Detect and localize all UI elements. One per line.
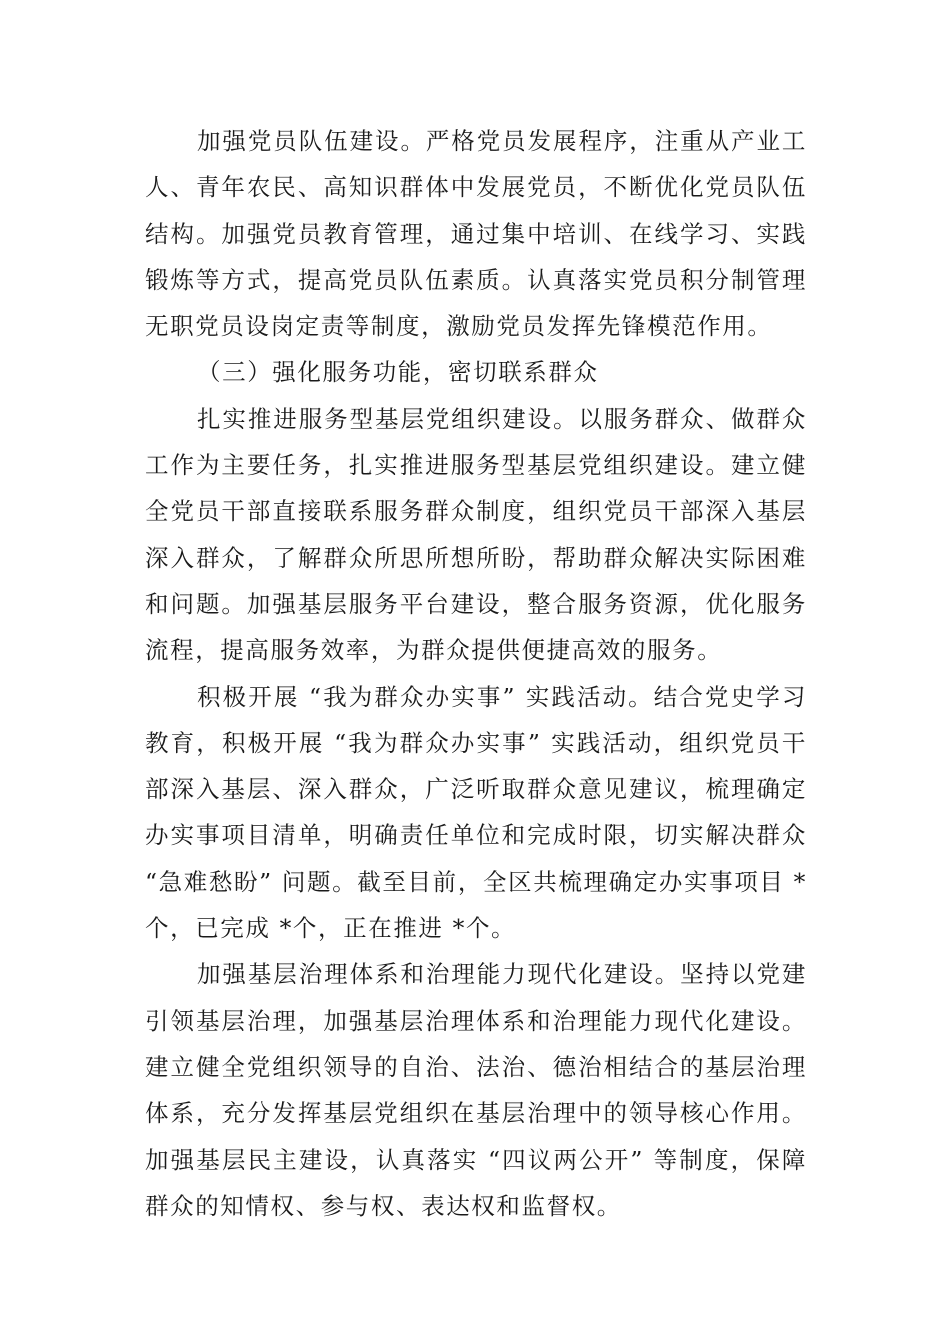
section-heading-3: （三）强化服务功能，密切联系群众 [197, 358, 599, 387]
paragraph-party-member-team: 加强党员队伍建设。严格党员发展程序，注重从产业工人、青年农民、高知识群体中发展党员，不断优化党员队伍结构。加强党员教育管理，通过集中培训、在线学习、实践锻炼等方式，提高党员队伍素质。认真落实党员积分制管理无职党员设岗定责等制度，激励党员发挥先锋模范作用。 [145, 127, 807, 341]
paragraph-service-organization: 扎实推进服务型基层党组织建设。以服务群众、做群众工作为主要任务，扎实推进服务型基层党组织建设。建立健全党员干部直接联系服务群众制度，组织党员干部深入基层深入群众，了解群众所思所想所盼，帮助群众解决实际困难和问题。加强基层服务平台建设，整合服务资源，优化服务流程，提高服务效率，为群众提供便捷高效的服务。 [145, 404, 807, 665]
paragraph-grassroots-governance: 加强基层治理体系和治理能力现代化建设。坚持以党建引领基层治理，加强基层治理体系和治理能力现代化建设。建立健全党组织领导的自治、法治、德治相结合的基层治理体系，充分发挥基层党组织在基层治理中的领导核心作用。加强基层民主建设，认真落实 “四议两公开” 等制度，保障群众的知情权、参与权、表达权和监督权。 [145, 960, 807, 1220]
paragraph-practical-activities: 积极开展 “我为群众办实事” 实践活动。结合党史学习教育，积极开展 “我为群众办实事” 实践活动，组织党员干部深入基层、深入群众，广泛听取群众意见建议，梳理确定办实事项目清单，明确责任单位和完成时限，切实解决群众 “急难愁盼” 问题。截至目前，全区共梳理确定办实事项目 *个，已完成 *个，正在推进 *个。 [145, 682, 807, 943]
document-body [145, 118, 807, 1229]
